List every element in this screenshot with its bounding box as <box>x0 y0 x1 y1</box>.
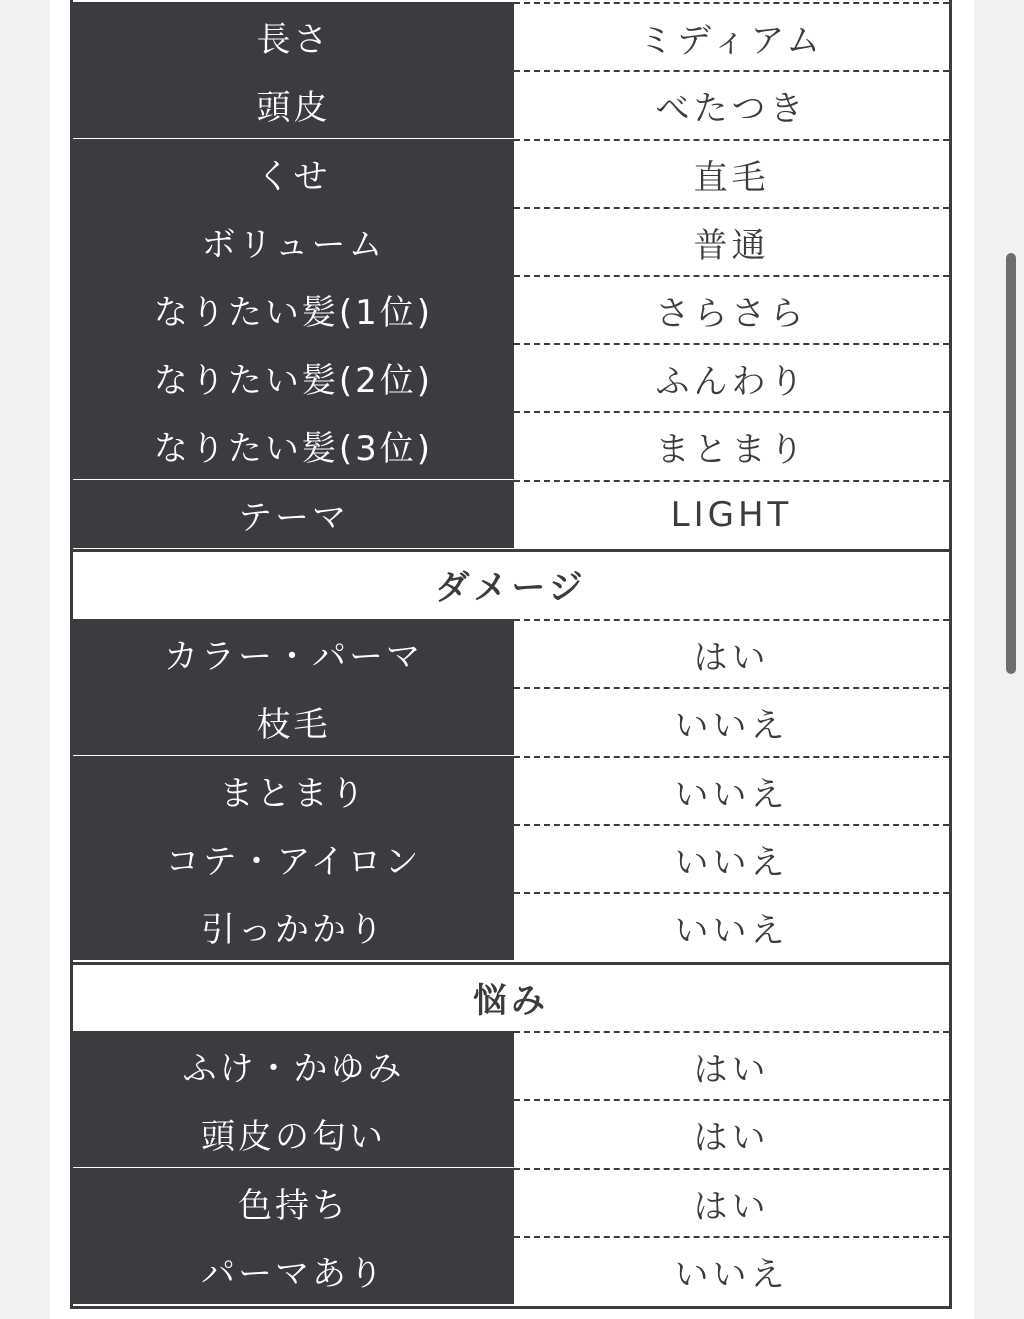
row-label: ボリューム <box>73 207 514 275</box>
hair-profile-table <box>70 0 952 1309</box>
row-value: LIGHT <box>514 480 949 548</box>
table-row <box>73 2 949 70</box>
table-row <box>73 892 949 960</box>
table-row <box>73 275 949 343</box>
table-row <box>73 343 949 411</box>
row-label: 枝毛 <box>73 687 514 755</box>
row-value: 直毛 <box>514 139 949 207</box>
row-value: ふんわり <box>514 343 949 411</box>
row-label: パーマあり <box>73 1236 514 1304</box>
row-label: なりたい髪(2位) <box>73 343 514 411</box>
row-value: まとまり <box>514 411 949 479</box>
table-row <box>73 1099 949 1167</box>
right-gutter <box>974 0 1002 1319</box>
left-gutter <box>22 0 50 1319</box>
row-label: コテ・アイロン <box>73 824 514 892</box>
row-value: いいえ <box>514 756 949 824</box>
table-row <box>73 687 949 755</box>
table-row <box>73 480 949 548</box>
row-label: テーマ <box>73 480 514 548</box>
row-label: 頭皮の匂い <box>73 1099 514 1167</box>
row-value: はい <box>514 1099 949 1167</box>
row-value: はい <box>514 619 949 687</box>
table-row <box>73 139 949 207</box>
row-label: 引っかかり <box>73 892 514 960</box>
row-label: なりたい髪(3位) <box>73 411 514 479</box>
row-value: はい <box>514 1031 949 1099</box>
row-label: まとまり <box>73 756 514 824</box>
row-label: 色持ち <box>73 1168 514 1236</box>
table-row <box>73 1031 949 1099</box>
table-row <box>73 1168 949 1236</box>
row-label: ふけ・かゆみ <box>73 1031 514 1099</box>
row-value: はい <box>514 1168 949 1236</box>
row-value: さらさら <box>514 275 949 343</box>
row-value: いいえ <box>514 824 949 892</box>
table-row <box>73 207 949 275</box>
row-value: いいえ <box>514 892 949 960</box>
table-row <box>73 411 949 479</box>
table-row <box>73 70 949 138</box>
vertical-scrollbar[interactable] <box>1006 253 1016 674</box>
table-row <box>73 619 949 687</box>
table-row <box>73 756 949 824</box>
row-value: ミディアム <box>514 2 949 70</box>
row-label: カラー・パーマ <box>73 619 514 687</box>
section-header-concerns: 悩み <box>73 962 949 1030</box>
row-label: 頭皮 <box>73 70 514 138</box>
row-label: なりたい髪(1位) <box>73 275 514 343</box>
row-value: いいえ <box>514 1236 949 1304</box>
row-value: いいえ <box>514 687 949 755</box>
row-value: 普通 <box>514 207 949 275</box>
row-label: 長さ <box>73 2 514 70</box>
table-row <box>73 824 949 892</box>
row-label: くせ <box>73 139 514 207</box>
row-value: べたつき <box>514 70 949 138</box>
table-row <box>73 1236 949 1304</box>
section-header-damage: ダメージ <box>73 549 949 617</box>
